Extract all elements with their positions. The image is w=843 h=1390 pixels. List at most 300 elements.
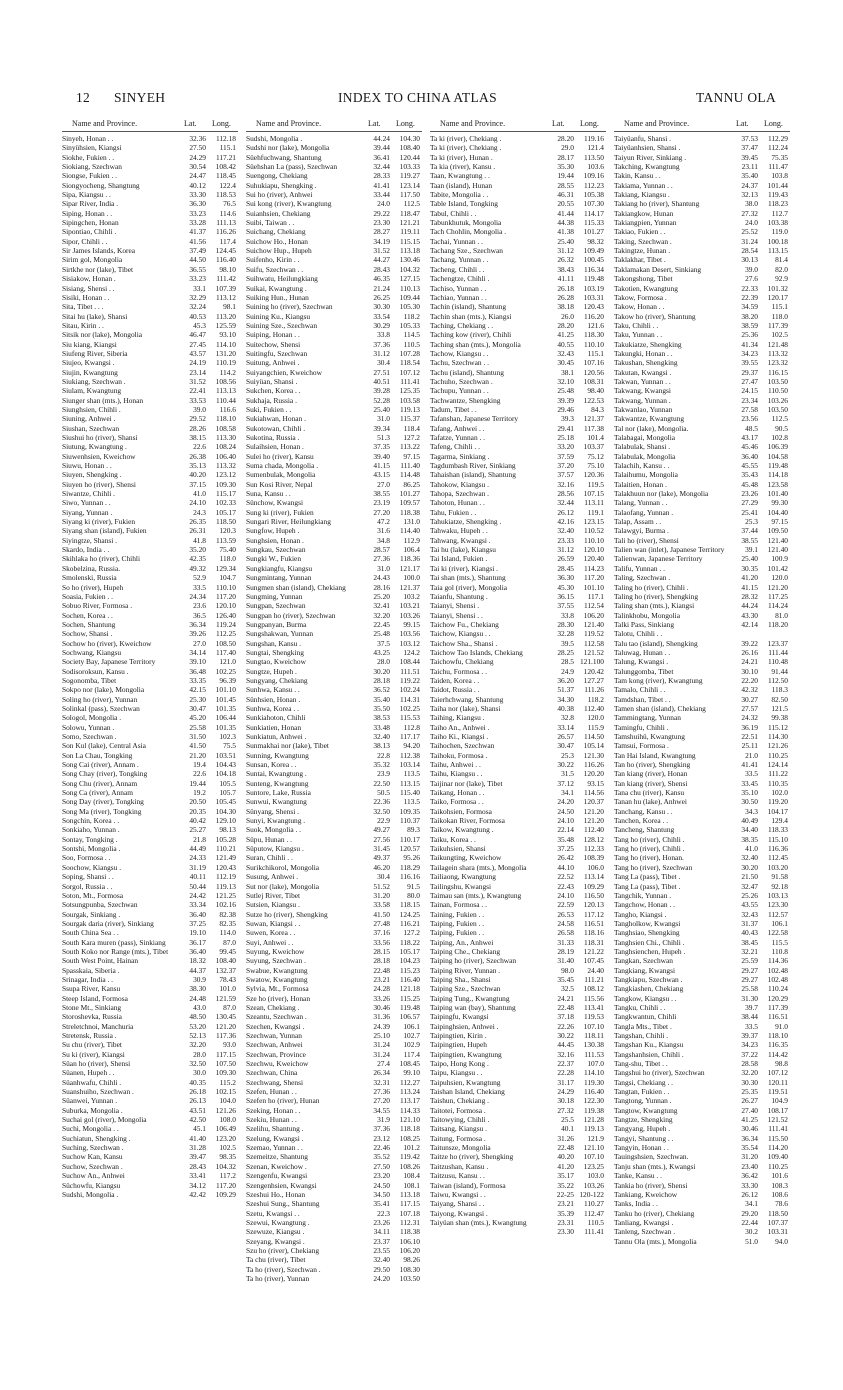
entry-longitude: 113.17	[399, 1096, 420, 1106]
entry-latitude: 45.55	[741, 461, 758, 471]
entry-latitude: 39.22	[741, 638, 758, 648]
entry-place-name: Szefen ho (river), Hunan	[246, 1096, 320, 1106]
index-entry	[62, 489, 238, 498]
entry-latitude: 24.47	[189, 171, 206, 181]
index-entry	[430, 1143, 606, 1152]
entry-latitude: 32.5	[561, 984, 574, 994]
entry-longitude: 126.40	[215, 610, 236, 620]
entry-longitude: 120.17	[767, 292, 788, 302]
index-entry	[62, 312, 238, 321]
entry-latitude: 41.50	[373, 909, 390, 919]
entry-longitude: 127.27	[583, 675, 604, 685]
entry-latitude: 46.35	[373, 274, 390, 284]
index-entry	[430, 564, 606, 573]
entry-latitude: 37.44	[741, 526, 758, 536]
entry-latitude: 31.6	[377, 526, 390, 536]
index-entry	[62, 321, 238, 330]
entry-longitude: 120.42	[583, 666, 604, 676]
entry-place-name: Suengong, Chekiang	[246, 171, 308, 181]
entry-place-name: Taiko, Formosa . .	[430, 797, 484, 807]
entry-longitude: 120.10	[583, 545, 604, 555]
entry-latitude: 25.3	[745, 517, 758, 527]
entry-latitude: 37.25	[189, 918, 206, 928]
index-entry	[430, 779, 606, 788]
column-header-long: Long.	[764, 119, 783, 128]
entry-latitude: 30.29	[373, 320, 390, 330]
entry-place-name: Taidot, Russia . .	[430, 685, 480, 695]
index-entry	[614, 825, 790, 834]
index-entry	[62, 246, 238, 255]
index-entry	[62, 928, 238, 937]
entry-longitude: 112.7	[771, 208, 788, 218]
entry-place-name: Suiping, Honan . .	[246, 330, 300, 340]
index-entry	[62, 1124, 238, 1133]
index-entry	[246, 396, 422, 405]
entry-longitude: 121.18	[399, 984, 420, 994]
entry-place-name: Suining Sze., Szechwan	[246, 320, 318, 330]
index-entry	[430, 751, 606, 760]
entry-latitude: 38.13	[373, 741, 390, 751]
entry-latitude: 24.0	[377, 199, 390, 209]
index-columns	[62, 117, 788, 1377]
entry-longitude: 109.35	[399, 806, 420, 816]
entry-latitude: 28.30	[557, 619, 574, 629]
entry-place-name: Taichow, Kiangsu . .	[430, 629, 491, 639]
entry-longitude: 115.53	[399, 713, 420, 723]
entry-latitude: 39.5	[561, 638, 574, 648]
entry-latitude: 23.12	[373, 1133, 390, 1143]
entry-latitude: 19.44	[557, 171, 574, 181]
entry-longitude: 101.32	[767, 283, 788, 293]
entry-latitude: 29.46	[557, 404, 574, 414]
index-entry	[62, 293, 238, 302]
entry-latitude: 24.10	[557, 890, 574, 900]
entry-longitude: 105.7	[219, 788, 236, 798]
entry-longitude: 115.12	[767, 722, 788, 732]
entry-longitude: 111.22	[768, 769, 788, 779]
index-entry	[614, 844, 790, 853]
entry-latitude: 23.31	[557, 1217, 574, 1227]
index-entry	[614, 498, 790, 507]
index-entry	[62, 816, 238, 825]
entry-place-name: Taikokan River, Formosa	[430, 816, 505, 826]
entry-latitude: 32.20	[189, 1040, 206, 1050]
entry-place-name: Tang-shu, Tibet . .	[614, 1059, 668, 1069]
index-entry	[62, 611, 238, 620]
entry-latitude: 28.16	[373, 582, 390, 592]
entry-latitude: 41.0	[745, 844, 758, 854]
entry-place-name: Sutsien, Kiangsu .	[246, 900, 300, 910]
index-entry	[246, 564, 422, 573]
entry-latitude: 51.0	[745, 1236, 758, 1246]
entry-latitude: 28.43	[189, 1161, 206, 1171]
index-entry	[246, 545, 422, 554]
entry-longitude: 129.10	[215, 816, 236, 826]
entry-place-name: Suyung, Szechwan .	[246, 956, 306, 966]
entry-latitude: 33.30	[189, 190, 206, 200]
index-entry	[614, 732, 790, 741]
entry-longitude: 113.22	[399, 442, 420, 452]
entry-longitude: 116.51	[583, 918, 604, 928]
entry-latitude: 32.43	[557, 348, 574, 358]
index-entry	[246, 358, 422, 367]
entry-latitude: 25.27	[189, 825, 206, 835]
entry-longitude: 108.39	[583, 853, 604, 863]
entry-place-name: Suitechow, Shensi	[246, 339, 301, 349]
entry-latitude: 36.5	[193, 610, 206, 620]
entry-latitude: 37.16	[373, 928, 390, 938]
entry-place-name: Taierhchwang, Shantung	[430, 694, 504, 704]
entry-latitude: 31.17	[557, 1077, 574, 1087]
entry-latitude: 30.46	[373, 1002, 390, 1012]
entry-latitude: 28.27	[373, 227, 390, 237]
entry-longitude: 110.5	[403, 339, 420, 349]
entry-longitude: 104.17	[767, 806, 788, 816]
index-entry	[62, 695, 238, 704]
entry-place-name: Suburka, Mongolia .	[62, 1105, 123, 1115]
entry-latitude: 47.2	[377, 517, 390, 527]
entry-longitude: 115.40	[399, 788, 420, 798]
entry-latitude: 34.1	[745, 1199, 758, 1209]
index-entry	[430, 994, 606, 1003]
entry-latitude: 34.50	[373, 1189, 390, 1199]
entry-longitude: 108.42	[215, 162, 236, 172]
entry-place-name: Suifenho, Kirin . .	[246, 255, 300, 265]
entry-longitude: 119.5	[587, 479, 604, 489]
index-entry	[614, 835, 790, 844]
index-entry	[62, 648, 238, 657]
entry-place-name: Talaihumu, Mongolia	[614, 470, 678, 480]
entry-latitude: 26.58	[557, 928, 574, 938]
entry-longitude: 103.2	[403, 591, 420, 601]
index-entry	[62, 265, 238, 274]
entry-latitude: 40.12	[189, 180, 206, 190]
entry-latitude: 43.25	[373, 647, 390, 657]
entry-longitude: 112.50	[767, 675, 788, 685]
entry-place-name: Stretensk, Russia .	[62, 1031, 117, 1040]
index-entry	[614, 1199, 790, 1208]
entry-latitude: 33.53	[189, 395, 206, 405]
entry-longitude: 130.45	[215, 1012, 236, 1022]
entry-place-name: Tahopa, Szechwan .	[430, 489, 489, 499]
entry-place-name: Taikang, Honan . .	[430, 788, 485, 798]
entry-latitude: 22.14	[557, 825, 574, 835]
entry-place-name: Taking, Szechwan .	[614, 236, 672, 246]
entry-place-name: Suok, Mongolia . .	[246, 825, 302, 835]
entry-longitude: 100.9	[771, 554, 788, 564]
entry-place-name: Taihing, Kiangsu .	[430, 713, 485, 723]
entry-place-name: Taipo, Hong Kong .	[430, 1059, 489, 1069]
entry-place-name: Sunkiatien, Honan	[246, 722, 302, 732]
entry-latitude: 30.22	[557, 1031, 574, 1040]
index-entry	[614, 171, 790, 180]
entry-longitude: 114.0	[219, 928, 236, 938]
entry-place-name: Sunmakhai nor (lake), Tibet	[246, 741, 329, 751]
index-entry	[62, 797, 238, 806]
entry-longitude: 24.40	[587, 965, 604, 975]
entry-longitude: 106.20	[399, 1245, 420, 1255]
entry-latitude: 34.59	[741, 302, 758, 312]
page-header	[76, 90, 776, 110]
entry-place-name: Taitowying, Chihli .	[430, 1115, 490, 1125]
column-header-lat: Lat.	[552, 119, 565, 128]
index-entry	[614, 480, 790, 489]
entry-latitude: 32.50	[373, 806, 390, 816]
entry-latitude: 22.37	[557, 1059, 574, 1069]
index-entry	[246, 508, 422, 517]
entry-latitude: 31.24	[373, 1049, 390, 1059]
entry-list	[430, 134, 606, 1237]
entry-longitude: 119.13	[215, 881, 236, 891]
index-entry	[246, 900, 422, 909]
entry-place-name: Taianfu, Shantung .	[430, 591, 488, 601]
entry-latitude: 28.25	[557, 647, 574, 657]
entry-latitude: 40.35	[189, 1077, 206, 1087]
index-entry	[62, 452, 238, 461]
entry-place-name: Solowu, Yunnan .	[62, 722, 115, 732]
entry-longitude: 96.39	[219, 675, 236, 685]
entry-place-name: So ho (river), Hupeh	[62, 582, 124, 592]
entry-latitude: 39.7	[745, 1002, 758, 1012]
entry-latitude: 31.36	[373, 1012, 390, 1022]
entry-longitude: 113.13	[215, 386, 236, 396]
entry-place-name: Siokiang, Szechwan	[62, 162, 122, 172]
entry-latitude: 22.50	[373, 778, 390, 788]
entry-longitude: 118.23	[767, 199, 788, 209]
index-entry	[430, 816, 606, 825]
running-head-left: SINYEH	[114, 90, 166, 105]
entry-latitude: 32.40	[741, 853, 758, 863]
entry-place-name: Taiping, Fukien . .	[430, 928, 485, 938]
entry-longitude: 75.40	[219, 545, 236, 555]
entry-place-name: Sungtao, Kweichow	[246, 657, 306, 667]
entry-place-name: Ta ki (river), Chekiang .	[430, 134, 502, 143]
index-entry	[246, 1265, 422, 1274]
entry-latitude: 30.45	[557, 358, 574, 368]
entry-longitude: 117.20	[215, 1180, 236, 1190]
index-entry	[430, 302, 606, 311]
index-entry	[430, 1040, 606, 1049]
index-entry	[246, 788, 422, 797]
entry-latitude: 24.37	[741, 180, 758, 190]
entry-longitude: 116.15	[767, 367, 788, 377]
entry-longitude: 121.30	[583, 750, 604, 760]
index-entry	[62, 844, 238, 853]
entry-latitude: 29.27	[741, 965, 758, 975]
index-entry	[246, 405, 422, 414]
entry-latitude: 50.5	[377, 788, 390, 798]
entry-longitude: 120.40	[583, 554, 604, 564]
entry-place-name: Suyung, Kweichow	[246, 946, 305, 956]
index-entry	[614, 153, 790, 162]
index-entry	[246, 966, 422, 975]
index-entry	[62, 825, 238, 834]
index-entry	[614, 639, 790, 648]
entry-place-name: Szeyang, Kwangsi .	[246, 1236, 305, 1246]
entry-place-name: Siufeng River, Siberia	[62, 348, 128, 358]
entry-latitude: 37.22	[741, 1049, 758, 1059]
index-entry	[62, 480, 238, 489]
index-entry	[614, 1022, 790, 1031]
entry-latitude: 29.22	[373, 208, 390, 218]
entry-place-name: Tan kiang (river), Honan	[614, 769, 688, 779]
entry-longitude: 112.40	[583, 825, 604, 835]
entry-longitude: 117.15	[399, 1199, 420, 1209]
entry-place-name: Takwantze, Kwangtung	[614, 414, 685, 424]
index-entry	[246, 853, 422, 862]
entry-place-name: Taiho An., Anhwei .	[430, 722, 490, 732]
index-entry	[430, 1106, 606, 1115]
index-entry	[614, 1078, 790, 1087]
entry-latitude: 19.2	[193, 788, 206, 798]
entry-latitude: 24.29	[557, 1087, 574, 1097]
index-entry	[62, 508, 238, 517]
index-entry	[430, 1087, 606, 1096]
index-entry	[430, 1124, 606, 1133]
index-entry	[430, 966, 606, 975]
entry-place-name: Takotien, Kwangtung	[614, 283, 678, 293]
entry-longitude: 103.14	[399, 760, 420, 770]
index-entry	[62, 1190, 238, 1199]
entry-place-name: Sungfow, Hupeh .	[246, 526, 300, 536]
entry-longitude: 106.20	[583, 610, 604, 620]
index-entry	[614, 545, 790, 554]
entry-longitude: 118.2	[403, 311, 420, 321]
entry-latitude: 41.11	[557, 274, 574, 284]
entry-place-name: Tam kong (river), Kwangtung	[614, 675, 703, 685]
entry-latitude: 37.35	[373, 442, 390, 452]
entry-place-name: Sulei ho (river), Kansu	[246, 451, 314, 461]
entry-place-name: Society Bay, Japanese Territory	[62, 657, 156, 667]
entry-place-name: Swatow, Kwangtung	[246, 974, 308, 984]
index-entry	[62, 199, 238, 208]
index-entry	[246, 227, 422, 236]
index-entry	[246, 199, 422, 208]
entry-place-name: Talang, Yunnan . .	[614, 498, 668, 508]
entry-latitude: 24.58	[557, 918, 574, 928]
index-entry	[614, 667, 790, 676]
entry-latitude: 22.48	[557, 1002, 574, 1012]
entry-latitude: 39.3	[561, 414, 574, 424]
index-entry	[246, 153, 422, 162]
entry-place-name: Stone Mt., Sinkiang	[62, 1002, 122, 1012]
entry-longitude: 105.28	[215, 834, 236, 844]
index-entry	[614, 396, 790, 405]
entry-place-name: Taiping Tung., Kwangtung	[430, 993, 510, 1003]
entry-longitude: 103.51	[215, 750, 236, 760]
entry-longitude: 106.49	[215, 1124, 236, 1134]
entry-latitude: 41.20	[741, 573, 758, 583]
entry-place-name: Talienwan, Japanese Territory	[614, 554, 703, 564]
entry-longitude: 118.22	[399, 937, 420, 947]
index-entry	[62, 470, 238, 479]
entry-latitude: 35.41	[373, 1199, 390, 1209]
entry-place-name: Sukhaja, Russia .	[246, 395, 297, 405]
entry-place-name: Szelung, Kwangsi .	[246, 1133, 304, 1143]
index-column	[614, 117, 790, 1377]
entry-longitude: 117.39	[767, 320, 788, 330]
entry-place-name: Taiping, An., Anhwei	[430, 937, 494, 947]
index-entry	[62, 835, 238, 844]
entry-longitude: 99.38	[771, 713, 788, 723]
entry-place-name: Tahwang, Kwangsi .	[430, 535, 491, 545]
entry-longitude: 121.48	[767, 339, 788, 349]
entry-longitude: 121.59	[215, 993, 236, 1003]
entry-longitude: 117.21	[215, 152, 236, 162]
index-entry	[614, 274, 790, 283]
entry-place-name: Szeshui Ho., Honan	[246, 1189, 306, 1199]
entry-latitude: 48.50	[189, 1012, 206, 1022]
entry-latitude: 37.36	[373, 1124, 390, 1134]
index-entry	[614, 620, 790, 629]
entry-latitude: 31.9	[377, 1115, 390, 1125]
index-entry	[62, 227, 238, 236]
entry-latitude: 33.26	[373, 993, 390, 1003]
entry-latitude: 26.12	[557, 507, 574, 517]
index-entry	[430, 284, 606, 293]
entry-latitude: 39.0	[745, 264, 758, 274]
entry-place-name: Siunger shan (mts.), Honan	[62, 395, 144, 405]
entry-place-name: Taining, Fukien . .	[430, 909, 485, 919]
entry-latitude: 37.53	[741, 134, 758, 143]
entry-longitude: 110.21	[215, 844, 236, 854]
index-entry	[246, 349, 422, 358]
entry-longitude: 111.51	[400, 666, 420, 676]
entry-latitude: 25.35	[741, 1087, 758, 1097]
entry-latitude: 39.1	[745, 545, 758, 555]
entry-longitude: 109.30	[215, 1068, 236, 1078]
index-entry	[430, 218, 606, 227]
index-entry	[246, 1115, 422, 1124]
entry-longitude: 91.5	[407, 881, 420, 891]
index-entry	[614, 611, 790, 620]
index-entry	[614, 1143, 790, 1152]
index-entry	[246, 274, 422, 283]
entry-latitude: 37.20	[557, 461, 574, 471]
index-entry	[430, 853, 606, 862]
entry-longitude: 114.10	[583, 1068, 604, 1078]
entry-latitude: 30.47	[189, 703, 206, 713]
entry-longitude: 121.25	[215, 890, 236, 900]
entry-latitude: 32.40	[557, 526, 574, 536]
entry-latitude: 26.31	[189, 526, 206, 536]
entry-longitude: 112.9	[403, 535, 420, 545]
entry-place-name: Suyi, Anhwei . .	[246, 937, 294, 947]
entry-latitude: 22.48	[373, 965, 390, 975]
entry-place-name: Tabunkhutuk, Mongolia	[430, 218, 502, 228]
entry-latitude: 27.20	[373, 507, 390, 517]
index-entry	[430, 227, 606, 236]
index-entry	[614, 1040, 790, 1049]
entry-place-name: Taihochen, Szechwan	[430, 741, 495, 751]
index-entry	[62, 1003, 238, 1012]
entry-place-name: Sunkiatun, Anhwei .	[246, 732, 307, 741]
entry-longitude: 117.20	[583, 573, 604, 583]
entry-longitude: 105.5	[219, 778, 236, 788]
entry-place-name: Taiho Ki., Kiangsi .	[430, 732, 489, 741]
index-entry	[246, 1134, 422, 1143]
entry-longitude: 118.50	[767, 1208, 788, 1218]
entry-place-name: Suwan, Kiangsi . .	[246, 918, 301, 928]
entry-longitude: 113.50	[583, 152, 604, 162]
entry-latitude: 38.55	[373, 489, 390, 499]
index-entry	[430, 1031, 606, 1040]
entry-longitude: 102.7	[403, 1031, 420, 1040]
entry-place-name: Soping, Shansi . .	[62, 872, 114, 882]
entry-longitude: 81.0	[775, 610, 788, 620]
entry-longitude: 121.10	[399, 1115, 420, 1125]
entry-longitude: 117.2	[219, 1171, 236, 1181]
